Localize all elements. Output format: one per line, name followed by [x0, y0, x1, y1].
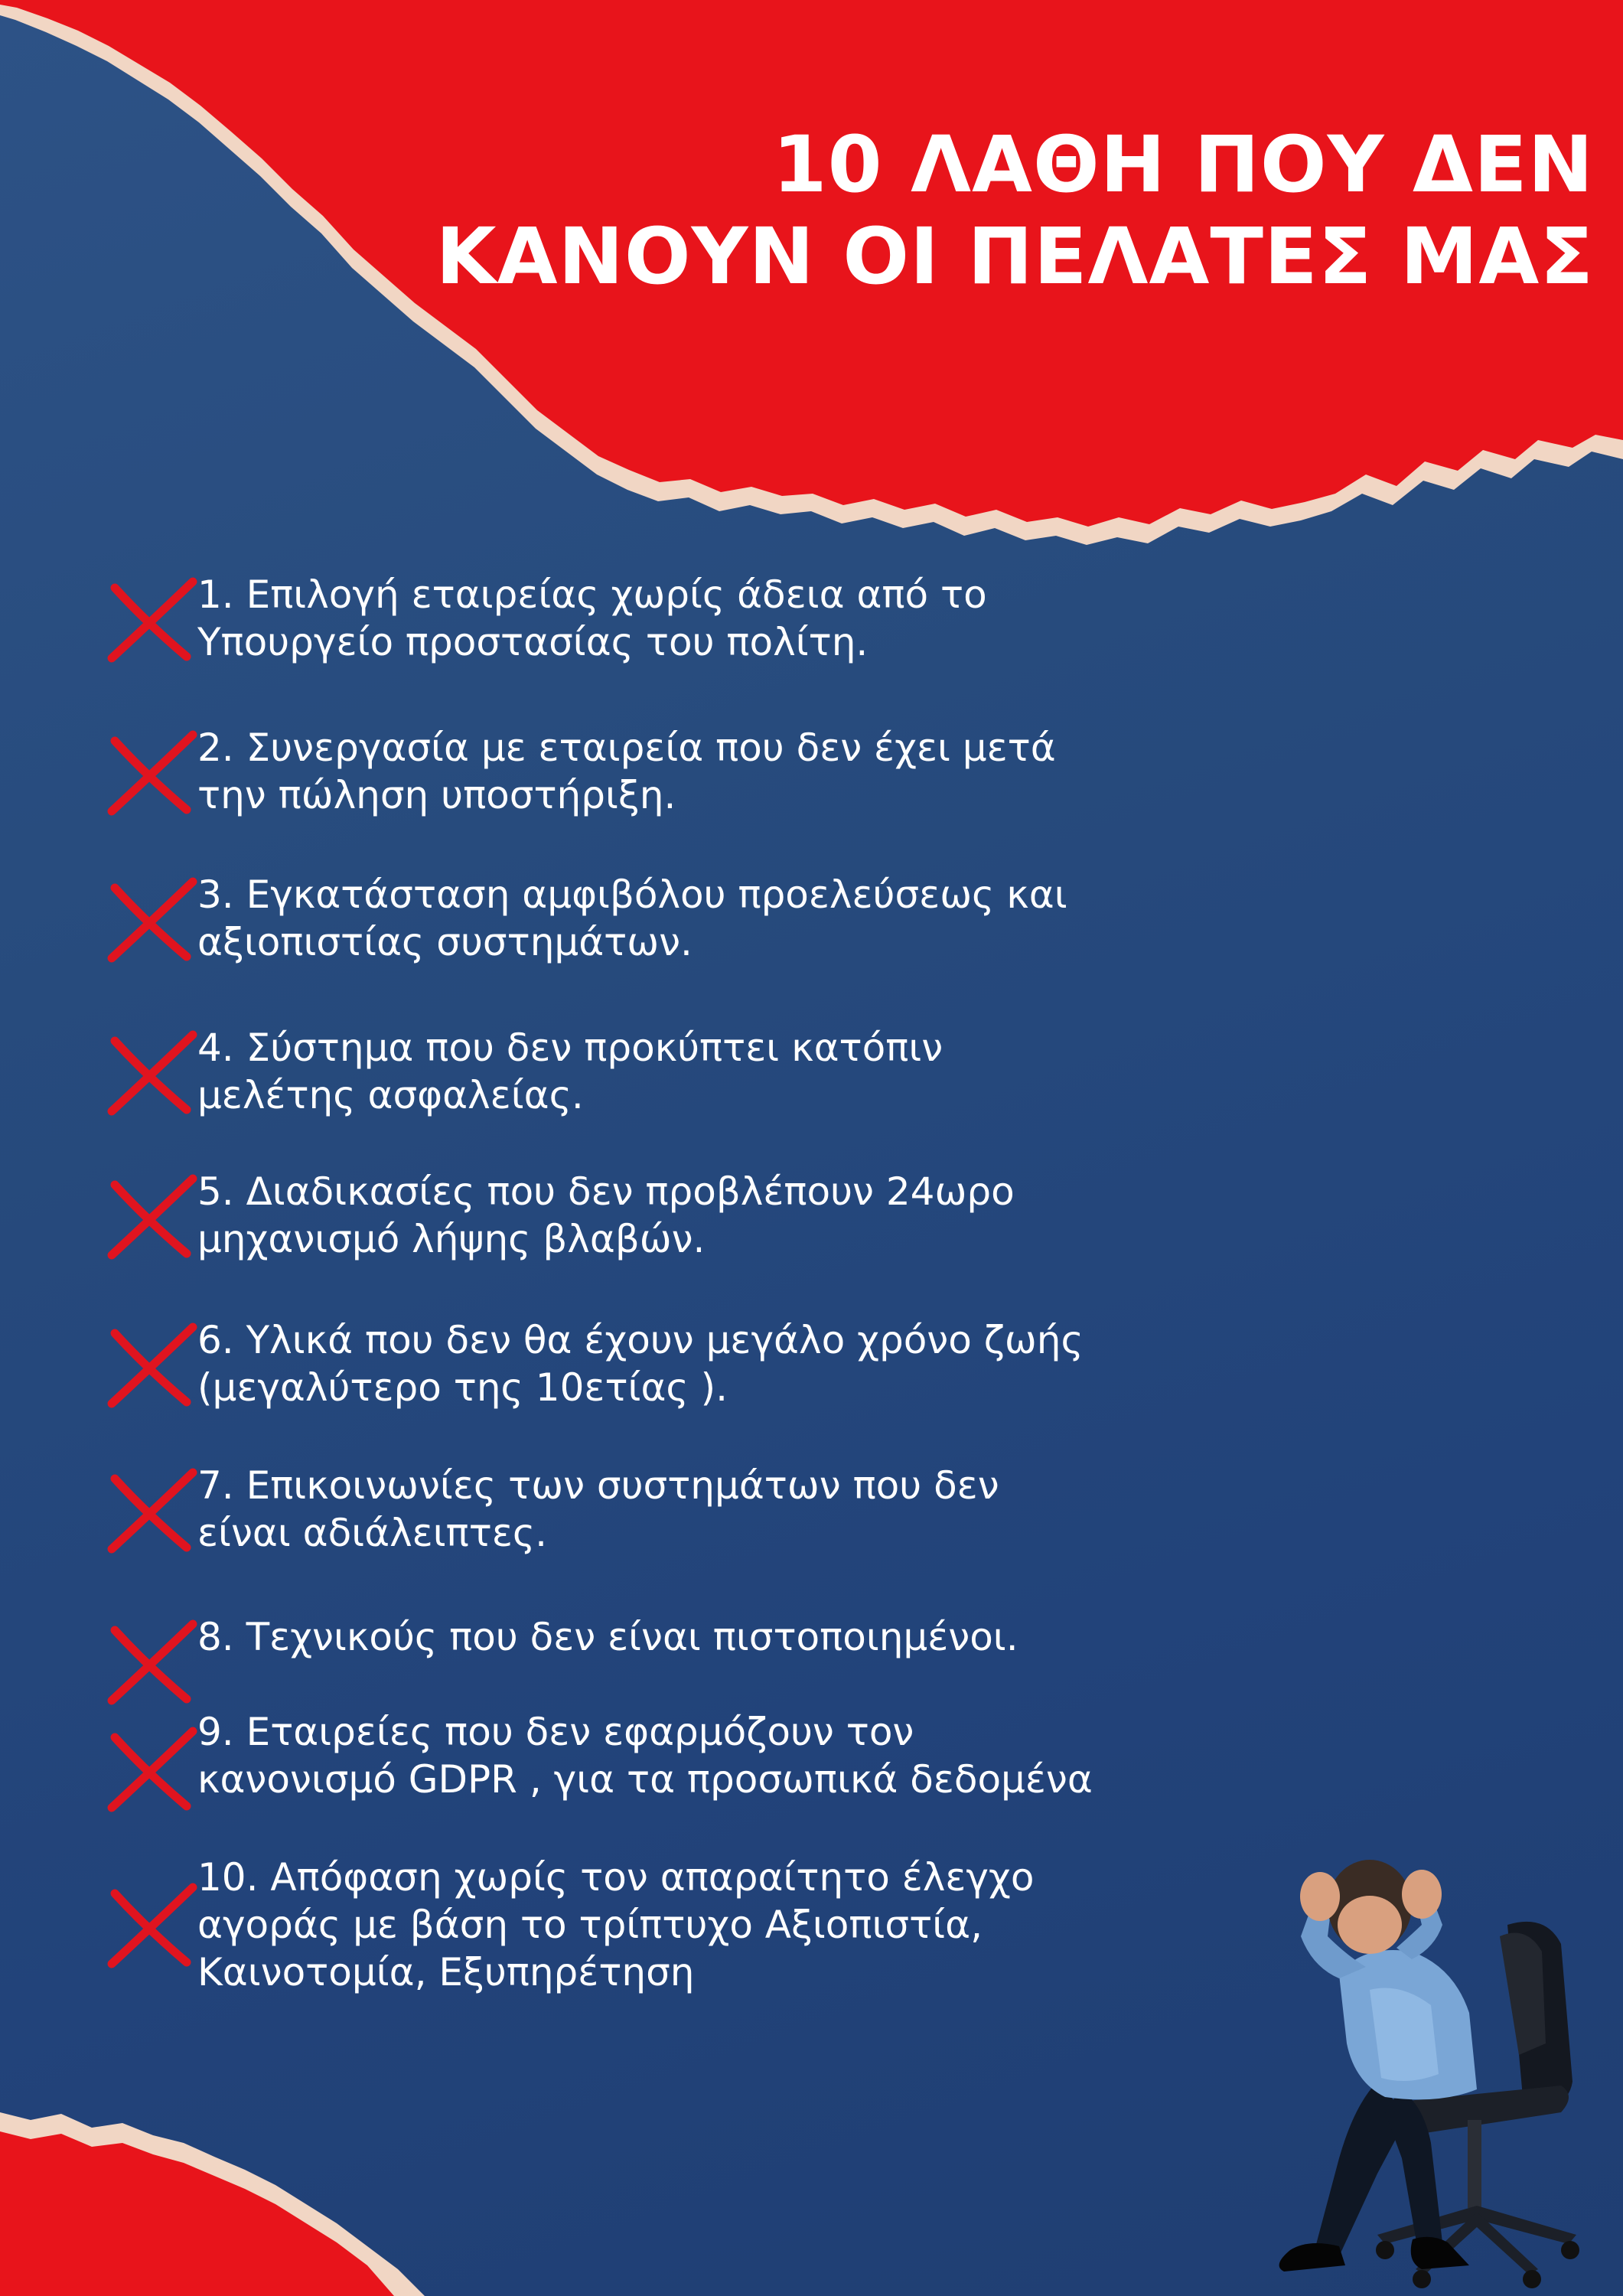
- item-4-line-1: 4. Σύστημα που δεν προκύπτει κατόπιν: [197, 1026, 943, 1070]
- red-x-icon: [101, 1171, 202, 1263]
- item-2-line-1: 2. Συνεργασία με εταιρεία που δεν έχει μετά: [197, 726, 1056, 770]
- list-item-text: [197, 1462, 1284, 1557]
- title-line-2: ΚΑΝΟΥΝ ΟΙ ΠΕΛΑΤΕΣ ΜΑΣ: [435, 211, 1594, 303]
- list-item-text: [197, 1168, 1284, 1263]
- red-x-icon: [101, 574, 202, 666]
- item-6-line-1: 6. Υλικά που δεν θα έχουν μεγάλο χρόνο ζωής: [197, 1318, 1084, 1362]
- item-9-line-1: 9. Εταιρείες που δεν εφαρμόζουν τον: [197, 1710, 914, 1754]
- item-7-line-2: είναι αδιάλειπτες.: [197, 1511, 548, 1555]
- item-3-line-1: 3. Εγκατάσταση αμφιβόλου προελεύσεως και: [197, 872, 1067, 917]
- list-item-text: [197, 1854, 1284, 1996]
- list-item-text: [197, 1316, 1284, 1411]
- red-x-icon: [101, 1027, 202, 1119]
- item-3-line-2: αξιοπιστίας συστημάτων.: [197, 920, 693, 964]
- item-6-line-2: (μεγαλύτερο της 10ετίας ).: [197, 1365, 728, 1410]
- item-10-line-1: 10. Απόφαση χωρίς τον απαραίτητο έλεγχο: [197, 1855, 1035, 1900]
- item-5-line-2: μηχανισμό λήψης βλαβών.: [197, 1217, 706, 1261]
- item-2-line-2: την πώληση υποστήριξη.: [197, 773, 676, 817]
- item-10-line-3: Καινοτομία, Εξυπηρέτηση: [197, 1950, 695, 1994]
- stressed-man-illustration: [1224, 1852, 1607, 2296]
- red-x-icon: [101, 1319, 202, 1411]
- item-9-line-2: κανονισμό GDPR , για τα προσωπικά δεδομένα: [197, 1757, 1093, 1802]
- list-item-text: [197, 871, 1284, 966]
- red-x-icon: [101, 727, 202, 819]
- list-item-text: [197, 571, 1284, 666]
- red-x-icon: [101, 1880, 202, 1971]
- item-1-line-2: Υπουργείο προστασίας του πολίτη.: [197, 620, 869, 664]
- red-x-icon: [101, 1724, 202, 1815]
- item-7-line-1: 7. Επικοινωνίες των συστημάτων που δεν: [197, 1463, 999, 1508]
- red-x-icon: [101, 1465, 202, 1557]
- red-x-icon: [101, 874, 202, 966]
- item-1-line-1: 1. Επιλογή εταιρείας χωρίς άδεια από το: [197, 572, 987, 617]
- list-item-text: [197, 1708, 1284, 1803]
- list-item-text: [197, 1613, 1284, 1661]
- list-item-text: [197, 1024, 1284, 1119]
- red-x-icon: [101, 1616, 202, 1708]
- item-8-line-1: 8. Τεχνικούς που δεν είναι πιστοποιημένοι.: [197, 1615, 1018, 1659]
- item-4-line-2: μελέτης ασφαλείας.: [197, 1073, 584, 1117]
- item-5-line-1: 5. Διαδικασίες που δεν προβλέπουν 24ωρο: [197, 1169, 1015, 1214]
- list-item-text: [197, 724, 1284, 819]
- item-10-line-2: αγοράς με βάση το τρίπτυχο Αξιοπιστία,: [197, 1903, 983, 1947]
- title-line-1: 10 ΛΑΘΗ ΠΟΥ ΔΕΝ: [772, 119, 1594, 211]
